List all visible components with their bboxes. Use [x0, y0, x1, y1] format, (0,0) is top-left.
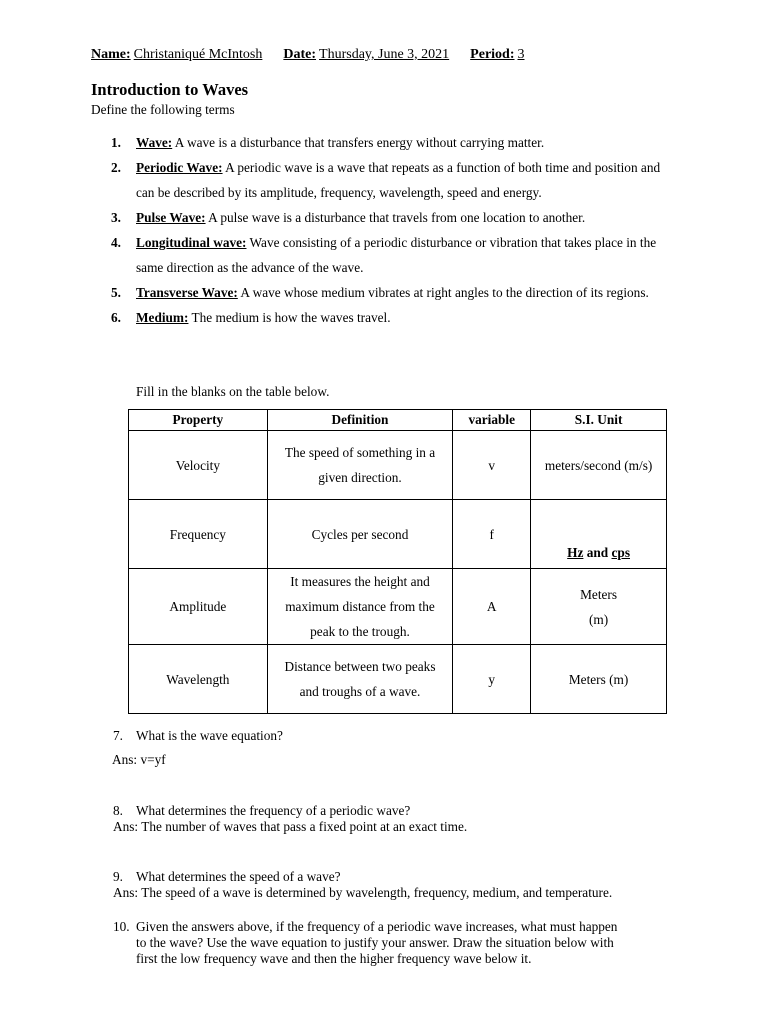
question-text: What determines the speed of a wave? — [136, 869, 341, 884]
unit-cell: Meters (m) — [531, 645, 667, 714]
answer-7: Ans: v=yf — [112, 752, 166, 767]
question-8 — [113, 803, 693, 835]
name-value: Christaniqué McIntosh — [133, 47, 263, 62]
term-number: 4. — [111, 235, 121, 250]
unit-cell — [531, 569, 667, 645]
term-item — [111, 280, 681, 305]
student-header — [91, 47, 525, 63]
page-title: Introduction to Waves — [91, 80, 249, 99]
term-definition: A periodic wave is a wave that repeats as a function of both time and position and can be described by its amplitude, frequency, wavelength, speed and energy. — [136, 160, 661, 200]
answer-text: Ans: The number of waves that pass a fixed point at an exact time. — [113, 819, 468, 834]
column-header: Definition — [267, 410, 453, 431]
unit-line: Meters — [580, 586, 618, 602]
term-item — [111, 230, 681, 280]
period-label: Period: — [470, 47, 515, 62]
variable-cell: v — [453, 431, 531, 500]
question-number: 9. — [113, 869, 123, 884]
table-row — [129, 645, 667, 714]
wave-properties-table — [128, 409, 667, 714]
question-text: What is the wave equation? — [136, 728, 283, 743]
term-item — [111, 130, 681, 155]
term-number: 5. — [111, 285, 121, 300]
term-number: 6. — [111, 310, 121, 325]
variable-cell: y — [453, 645, 531, 714]
column-header: Property — [129, 410, 268, 431]
definition-cell: Cycles per second — [267, 500, 453, 569]
property-cell: Velocity — [129, 431, 268, 500]
question-text: Given the answers above, if the frequency of a periodic wave increases, what must happen — [136, 919, 618, 934]
term-definition: A wave is a disturbance that transfers energy without carrying matter. — [172, 135, 545, 150]
question-10 — [113, 919, 693, 967]
table-instruction: Fill in the blanks on the table below. — [136, 384, 330, 399]
question-number: 10. — [113, 919, 130, 934]
date-value: Thursday, June 3, 2021 — [319, 47, 450, 62]
unit-hz: Hz — [567, 545, 584, 560]
term-number: 1. — [111, 135, 121, 150]
table-header-row — [129, 410, 667, 431]
property-cell: Wavelength — [129, 645, 268, 714]
definition-cell: Distance between two peaks and troughs of a wave. — [267, 645, 453, 714]
question-text-continued: to the wave? Use the wave equation to justify your answer. Draw the situation below with — [136, 935, 614, 950]
term-label: Pulse Wave: — [136, 210, 206, 225]
property-cell: Amplitude — [129, 569, 268, 645]
page-subtitle: Define the following terms — [91, 102, 235, 117]
term-item — [111, 155, 681, 205]
term-item — [111, 305, 681, 330]
period-value: 3 — [517, 47, 525, 62]
term-item — [111, 205, 681, 230]
variable-cell: f — [453, 500, 531, 569]
property-cell: Frequency — [129, 500, 268, 569]
terms-list — [111, 130, 681, 330]
table-row — [129, 431, 667, 500]
term-label: Longitudinal wave: — [136, 235, 247, 250]
date-label: Date: — [283, 47, 317, 62]
term-label: Transverse Wave: — [136, 285, 238, 300]
question-text-continued: first the low frequency wave and then the higher frequency wave below it. — [136, 951, 532, 966]
table-row — [129, 569, 667, 645]
definition-cell: The speed of something in a given direction. — [267, 431, 453, 500]
definition-cell: It measures the height and maximum distance from the peak to the trough. — [267, 569, 453, 645]
term-definition: Wave consisting of a periodic disturbance or vibration that takes place in the same direction as the advance of the wave. — [136, 235, 657, 275]
term-label: Wave: — [136, 135, 173, 150]
question-number: 7. — [113, 728, 123, 743]
question-7 — [113, 728, 693, 744]
unit-and: and — [583, 545, 612, 560]
term-number: 2. — [111, 160, 121, 175]
term-definition: A pulse wave is a disturbance that travels from one location to another. — [205, 210, 586, 225]
name-label: Name: — [91, 47, 131, 62]
term-label: Periodic Wave: — [136, 160, 223, 175]
term-definition: A wave whose medium vibrates at right angles to the direction of its regions. — [237, 285, 649, 300]
unit-cell: meters/second (m/s) — [531, 431, 667, 500]
unit-line: (m) — [588, 611, 609, 627]
variable-cell: A — [453, 569, 531, 645]
term-definition: The medium is how the waves travel. — [188, 310, 391, 325]
answer-text: Ans: The speed of a wave is determined by wavelength, frequency, medium, and temperature. — [113, 885, 613, 900]
question-9 — [113, 869, 693, 901]
term-number: 3. — [111, 210, 121, 225]
question-text: What determines the frequency of a periodic wave? — [136, 803, 411, 818]
unit-cell — [531, 500, 667, 569]
table-row — [129, 500, 667, 569]
term-label: Medium: — [136, 310, 189, 325]
column-header: variable — [453, 410, 531, 431]
unit-cps: cps — [611, 545, 630, 560]
question-number: 8. — [113, 803, 123, 818]
column-header: S.I. Unit — [531, 410, 667, 431]
